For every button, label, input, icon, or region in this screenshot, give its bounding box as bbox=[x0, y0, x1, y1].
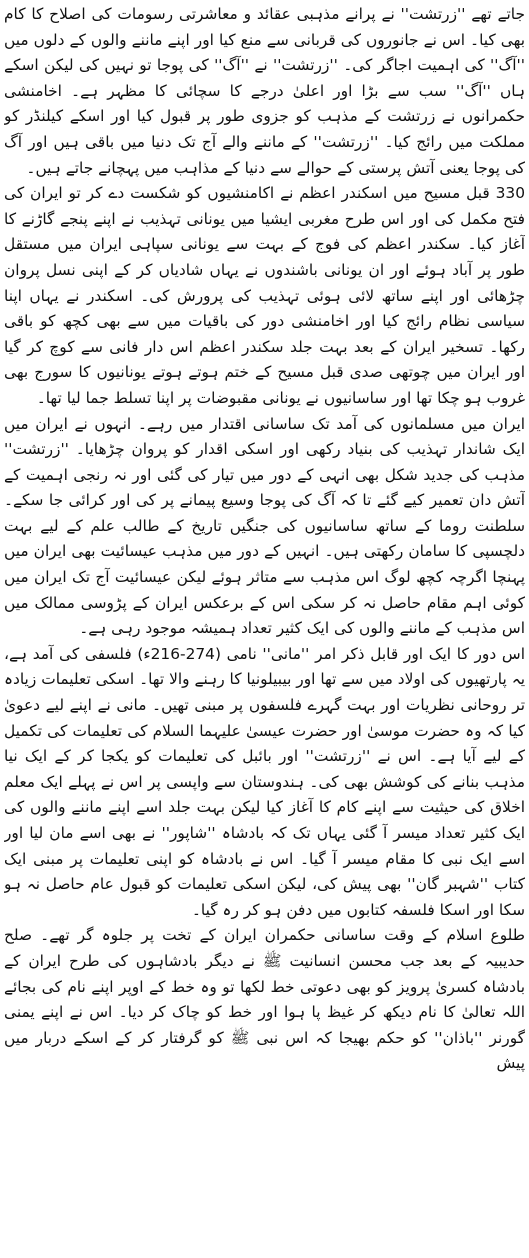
paragraph-mani-philosopher: اس دور کا ایک اور قابل ذکر امر ''مانی'' نامی (274-216ء) فلسفی کی آمد ہے، یہ پارتھیوں کی اولاد میں سے تھا اور بیبیلونیا کا رہنے والا تھا۔ اسکی تعلیمات زیادہ تر روحانی نظریات اور بہت گہرے فلسفوں پر مبنی تھیں۔ مانی نے اپنے لیے دعویٰ کیا کہ وہ حضرت موسیٰ اور حضرت عیسیٰ علیہما السلام کی تعلیمات کی تکمیل کے لیے آیا ہے۔ اس نے ''زرتشت'' اور بائبل کی تعلیمات کو یکجا کر کے ایک نیا مذہب بنانے کی کوشش بھی کی۔ ہندوستان سے واپسی پر اس نے پہلے ایک معلم اخلاق کی حیثیت سے اپنے کام کا آغاز کیا لیکن بہت جلد اسے اپنے ماننے والوں کی ایک کثیر تعداد میسر آ گئی یہاں تک کہ بادشاہ ''شاپور'' نے بھی اسے مان لیا اور اسے ایک نبی کا مقام میسر آ گیا۔ اس نے بادشاہ کو اپنی تعلیمات پر مبنی ایک کتاب ''شہبر گان'' بھی پیش کی، لیکن اسکی تعلیمات کو قبول عام حاصل نہ ہو سکا اور اسکا فلسفہ کتابوں میں دفن ہو کر رہ گیا۔ bbox=[4, 644, 525, 919]
paragraph-zoroaster-reforms: جاتے تھے ''زرتشت'' نے پرانے مذہبی عقائد و معاشرتی رسومات کی اصلاح کا کام بھی کیا۔ اس نے جانوروں کی قربانی سے منع کیا اور اپنے ماننے والوں کے دلوں میں ''آگ'' کی اہمیت اجاگر کی۔ ''زرتشت'' نے ''آگ'' کی پوجا تو نہیں کی لیکن اسکے ہاں ''آگ'' سب سے بڑا اور اعلیٰ درجے کا سچائی کا مظہر ہے۔ اخامنشی حکمرانوں نے زرتشت کے مذہب کو جزوی طور پر قبول کیا اور اسکے کیلنڈر کو مملکت میں رائج کیا۔ ''زرتشت'' کے ماننے والے آج تک دنیا میں باقی ہیں اور آگ کی پوجا یعنی آتش پرستی کے حوالے سے دنیا کے مذاہب میں پہچانے جاتے ہیں۔ bbox=[4, 5, 525, 177]
paragraph-rise-of-islam: طلوع اسلام کے وقت ساسانی حکمران ایران کے تخت پر جلوہ گر تھے۔ صلح حدیبیہ کے بعد جب محسن انسانیت ﷺ نے دیگر بادشاہوں کی طرح ایران کے بادشاہ کسریٰ پرویز کو بھی دعوتی خط لکھا تو وہ خط کے اوپر اپنے نام کی بجائے اللہ تعالیٰ کا نام دیکھ کر غیظ پا ہوا اور خط کو چاک کر دیا۔ اس نے اپنے یمنی گورنر ''باذان'' کو حکم بھیجا کہ اس نبی ﷺ کو گرفتار کر کے اسکے دربار میں پیش bbox=[4, 926, 525, 1073]
document-page bbox=[4, 2, 525, 1256]
paragraph-sassanid-era: ایران میں مسلمانوں کی آمد تک ساسانی اقتدار میں رہے۔ انہوں نے ایران میں ایک شاندار تہذیب کی بنیاد رکھی اور اسکی اقدار کو پروان چڑھایا۔ ''زرتشت'' مذہب کی جدید شکل بھی انہی کے دور میں تیار کی گئی اور نہ رنجی اہمیت کے آتش دان تعمیر کیے گئے تا کہ آگ کی پوجا وسیع پیمانے پر کی اور کرائی جا سکے۔ سلطنت روما کے ساتھ ساسانیوں کی جنگیں تاریخ کے طالب علم کے لیے بہت دلچسپی کا سامان رکھتی ہیں۔ انہیں کے دور میں مذہب عیسائیت بھی ایران میں پہنچا اگرچہ کچھ لوگ اس مذہب سے متاثر ہوئے لیکن عیسائیت آج تک ایران میں کوئی اہم مقام حاصل نہ کر سکی اس کے برعکس ایران کے پڑوسی ممالک میں اس مذہب کے ماننے والوں کی ایک کثیر تعداد ہمیشہ موجود رہی ہے۔ bbox=[4, 414, 525, 638]
paragraph-alexander-conquest: 330 قبل مسیح میں اسکندر اعظم نے اکامنشیوں کو شکست دے کر تو ایران کی فتح مکمل کی اور اس طرح مغربی ایشیا میں یونانی تہذیب نے اپنے پنجے گاڑنے کا آغاز کیا۔ سکندر اعظم کی فوج کے بہت سے یونانی سپاہی ایران میں مستقل طور پر آباد ہوئے اور ان یونانی باشندوں نے یہاں شادیاں کر کے اپنی نسل پروان چڑھائی اور اپنے ساتھ لائی ہوئی تہذیب کی پرورش کی۔ اسکندر نے یہاں اپنا سیاسی نظام رائج کیا اور اخامنشی دور کی باقیات میں سے بھی کچھ کو باقی رکھا۔ تسخیر ایران کے بعد بہت جلد سکندر اعظم اس دار فانی سے کوچ کر گیا اور ایران میں چوتھی صدی قبل مسیح کے ختم ہوتے ہوتے یونانیوں کا سورج بھی غروب ہو چکا تھا اور ساسانیوں نے یونانی مقبوضات پر اپنا تسلط جما لیا تھا۔ bbox=[4, 184, 525, 407]
